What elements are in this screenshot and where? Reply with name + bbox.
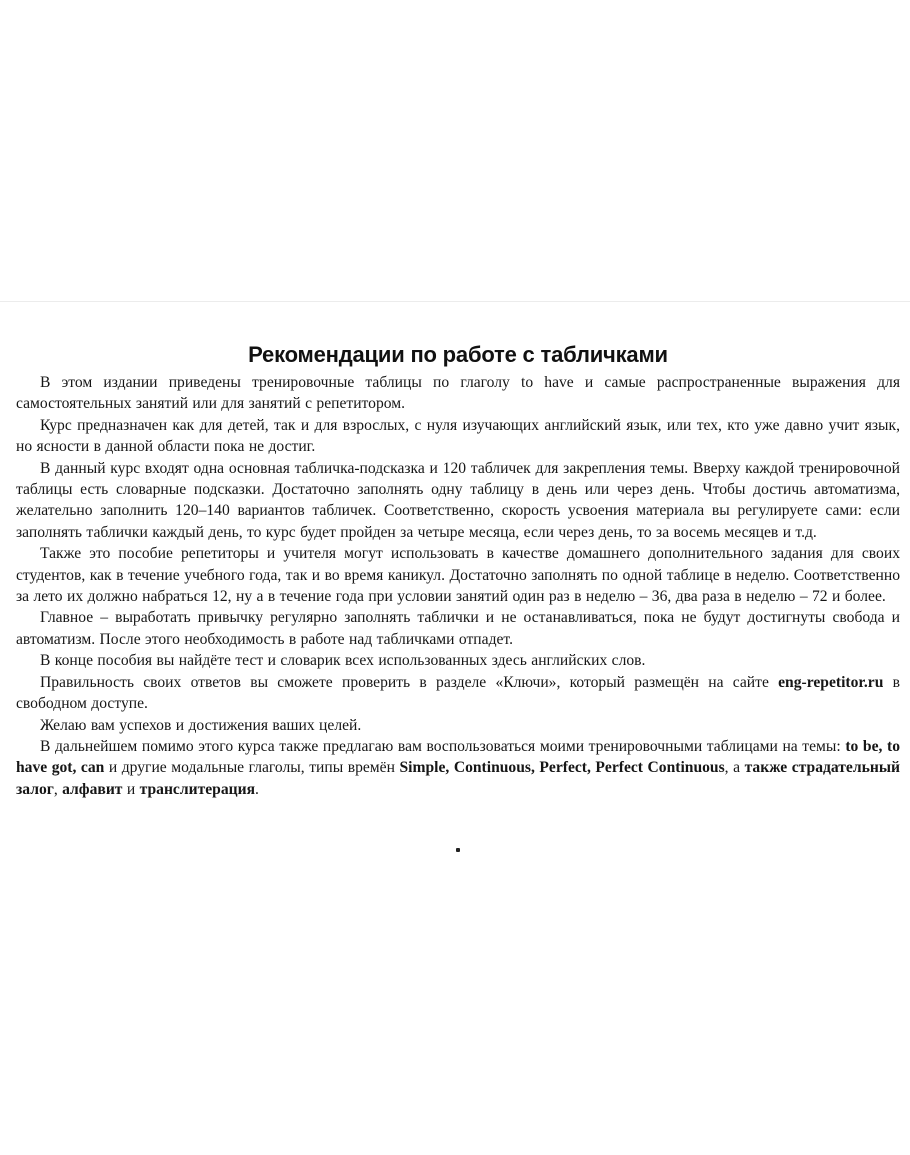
topic-transliteration: транслитерация xyxy=(139,780,256,798)
topic-alphabet: алфавит xyxy=(62,780,123,798)
page-divider xyxy=(0,301,910,302)
answer-keys-text: Правильность своих ответов вы сможете проверить в разделе «Ключи», который размещён на сайте xyxy=(40,673,779,691)
topics-verbs: to be, to have got, can xyxy=(16,737,900,777)
paragraph-other-courses xyxy=(16,736,900,800)
other-courses-text: В дальнейшем помимо этого курса также предлагаю вам воспользоваться моими тренировочными таблицами на темы: xyxy=(40,737,846,755)
other-courses-text: . xyxy=(255,780,259,798)
paragraph-intro: В этом издании приведены тренировочные таблицы по глаголу to have и самые распространенные выражения для самостоятельных занятий или для занятий с репетитором. xyxy=(16,374,900,413)
paragraph-test-dictionary: В конце пособия вы найдёте тест и словарик всех использованных здесь английских слов. xyxy=(40,652,646,670)
other-courses-text: и xyxy=(122,780,140,798)
site-name: eng-repetitor.ru xyxy=(778,673,884,691)
page-title: Рекомендации по работе с табличками xyxy=(248,342,668,367)
paragraph-main-goal: Главное – выработать привычку регулярно заполнять таблички и не останавливаться, пока не будут достигнуты свобода и автоматизм. После этого необходимость в работе над табличками отпадет. xyxy=(16,609,900,648)
page-number-mark xyxy=(456,848,460,852)
paragraph-teachers: Также это пособие репетиторы и учителя могут использовать в качестве домашнего дополнительного задания для своих студентов, как в течение учебного года, так и во время каникул. Достаточно заполнять по одной таблице в неделю. Соответственно за лето их должно набраться 12, ну а в течение года при условии занятий один раз в неделю – 36, два раза в неделю – 72 и более. xyxy=(16,545,900,606)
other-courses-text: , а xyxy=(724,759,745,777)
topic-passive-voice: также страдательный залог xyxy=(16,759,900,798)
paragraph-course-structure: В данный курс входят одна основная табличка-подсказка и 120 табличек для закрепления темы. Вверху каждой тренировочной таблицы есть словарные подсказки. Достаточно заполнять одну таблицу в день или через день. Чтобы достичь автоматизма, желательно заполнить 120–140 вариантов табличек. Соответственно, скорость усвоения материала вы регулируете сами: если заполнять таблички каждый день, то курс будет пройден за четыре месяца, если через день, то за восемь месяцев и т.д. xyxy=(16,459,900,541)
other-courses-text: , xyxy=(53,780,63,798)
paragraph-answer-keys xyxy=(16,672,900,715)
paragraph-wishes: Желаю вам успехов и достижения ваших целей. xyxy=(40,716,362,734)
topics-tenses: Simple, Continuous, Perfect, Perfect Continuous xyxy=(399,759,725,777)
paragraph-audience: Курс предназначен как для детей, так и для взрослых, с нуля изучающих английский язык, или тех, кто уже давно учит язык, но ясности в данной области пока не достиг. xyxy=(16,416,900,456)
other-courses-text: и другие модальные глаголы, типы времён xyxy=(104,759,400,777)
answer-keys-text-end: в свободном доступе. xyxy=(16,673,900,713)
document-body xyxy=(16,340,900,800)
